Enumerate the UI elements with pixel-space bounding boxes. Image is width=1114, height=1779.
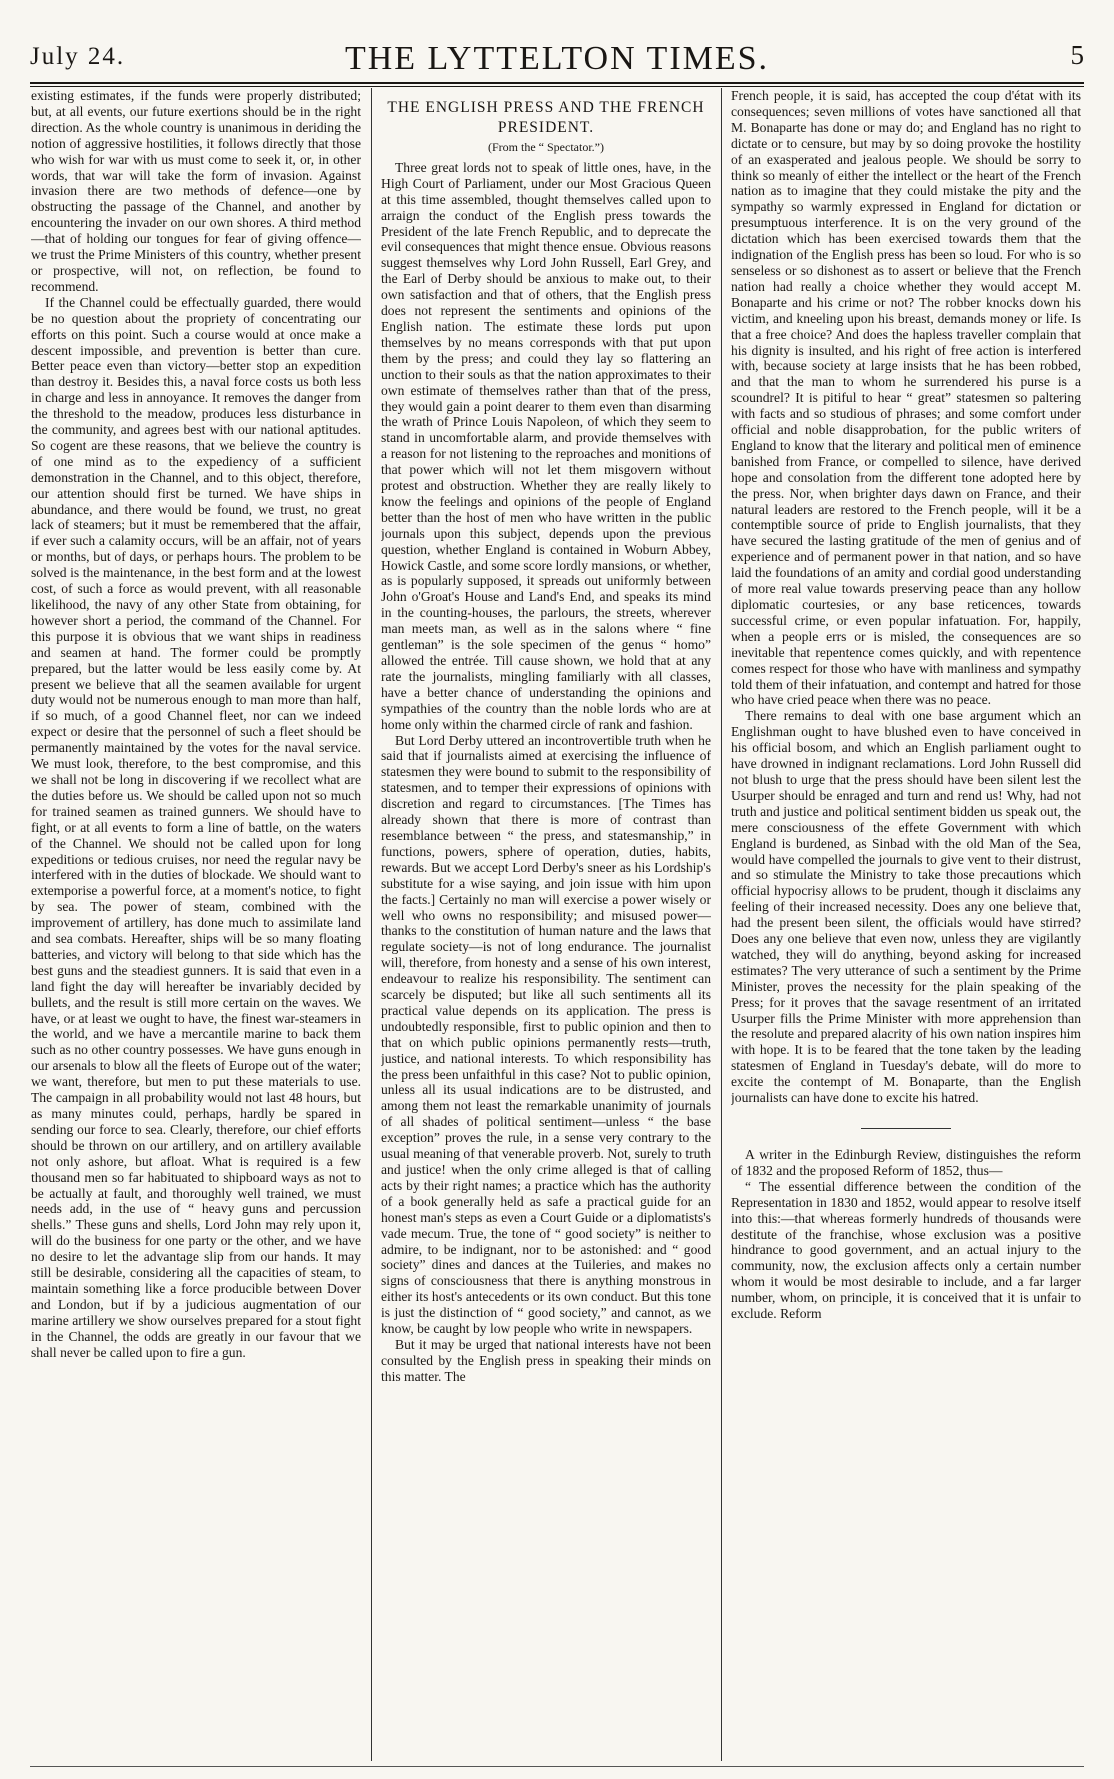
newspaper-title: THE LYTTELTON TIMES. [344, 40, 770, 77]
article-headline: THE ENGLISH PRESS AND THE FRENCH PRESIDENT. [387, 99, 705, 136]
article-paragraph: Three great lords not to speak of little ones, have, in the High Court of Parliament, under our Most Gracious Queen at this time assembled, thought themselves called upon to arraign the conduct of the English press towards the President of the late French Republic, and to deprecate the evil consequences that might thence ensue. Obvious reasons suggest themselves why Lord John Russell, Earl Grey, and the Earl of Derby should be anxious to make out, to their own satisfaction and that of others, that the English press does not represent the sentiments and opinions of the English nation. The estimate these lords put upon themselves by no means corresponds with that put upon them by the press; and could they lay so flattering an unction to their souls as that the nation approximates to their own estimate of themselves rather than that of the press, they would gain a point dearer to them even than disarming the wrath of Prince Louis Napoleon, of which they seem to stand in uncomfortable alarm, and provide themselves with a reason for not listening to the reproaches and monitions of that power which will not let them misgovern without protest and obstruction. Whether they are really likely to know the feelings and opinions of the people of England better than the host of men who have written in the public journals upon this subject, depends upon the previous question, whether England is contained in Woburn Abbey, Howick Castle, and some score lordly mansions, or whether, as is popularly supposed, it spreads out uniformly between John o'Groat's House and Land's End, and speaks its mind in the counting-houses, the parlours, the streets, wherever man meets man, as well as in the salons where “ fine gentleman” is the sole specimen of the genus “ homo” allowed the entrée. Till cause shown, we hold that at any rate the journalists, mingling familiarly with all classes, have a better chance of understanding the opinions and sympathies of the country than the noble lords who are at home only within the charmed circle of rank and fashion. [381, 159, 711, 732]
masthead-rule-thin [30, 86, 1084, 87]
masthead-rule [30, 82, 1084, 84]
column-divider [721, 88, 722, 1761]
article-separator [861, 1128, 951, 1129]
article-source: (From the “ Spectator.”) [488, 140, 604, 154]
column-two [381, 88, 711, 1761]
issue-date: July 24. [30, 43, 126, 70]
article-paragraph: There remains to deal with one base argument which an Englishman ought to have blushed even to have conceived in his official bosom, and which an English parliament ought to have drowned in indignant reclamations. Lord John Russell did not blush to urge that the press should have been silent lest the Usurper should be enraged and turn and rend us! Why, had not truth and justice and political sentiment bidden us speak out, the mere consciousness of the effete Government with which England is burdened, as Sinbad with the old Man of the Sea, would have compelled the journals to give vent to their distrust, and so stimulate the Ministry to take those precautions which official hypocrisy allows to be prudent, though it disclaims any feeling of their increased necessity. Does any one believe that, had the present been silent, the officials would have stirred? Does any one believe that even now, unless they are vigilantly watched, they will do anything, beyond asking for increased estimates? The very utterance of such a sentiment by the Prime Minister, proves the necessity for the plain speaking of the Press; for it proves that the savage resentment of an irritated Usurper fills the Prime Minister with more apprehension than the resolute and prepared alacrity of his own nation inspires him with hope. It is to be feared that the tone taken by the leading statesmen of England in Tuesday's debate, will do more to excite the contempt of M. Bonaparte, than the English journalists can have done to excite his hatred. [731, 708, 1081, 1106]
article-paragraph: existing estimates, if the funds were properly distributed; but, at all events, our future exertions should be in the right direction. As the whole country is unanimous in deriding the notion of aggressive hostilities, it follows directly that those who wish for war with us must come to seek it, or, in other words, that war will take the form of invasion. Against invasion there are two methods of defence—one by obstructing the passage of the Channel, and another by encountering the invader on our own shores. A third method—that of holding our tongues for fear of giving offence—we trust the Prime Ministers of this country, whether present or prospective, will not, on reflection, be found to recommend. [31, 88, 361, 294]
article-paragraph: French people, it is said, has accepted the coup d'état with its consequences; seven millions of votes have sanctioned all that M. Bonaparte has done or may do; and England has no right to dictate or to censure, but may by so doing provoke the hostility of an exasperated and jealous people. We should be sorry to think so meanly of either the intellect or the heart of the French nation as to imagine that they could mistake the pity and the sympathy so warmly expressed in England for dictation or presumptuous interference. It is on the very ground of the dictation which has been exercised towards them that the indignation of the English press has been so loud. For who is so senseless or so dishonest as to assert or believe that the French nation had really a choice whether they would accept M. Bonaparte and his crime or not? The robber knocks down his victim, and kneeling upon his breast, demands money or life. Is that a free choice? And does the hapless traveller complain that his dignity is insulted, and his right of free action is interfered with, because society at large insists that he has been robbed, and that the man to whom he surrendered his purse is a scoundrel? It is pitiful to hear “ great” statesmen so paltering with facts and so studious of phrases; and some comfort under official and noble disapprobation, for the public writers of England to know that the literary and political men of eminence banished from France, or compelled to silence, have derived hope and consolation from the different tone adopted here by the press. Nor, when brighter days dawn on France, and their natural leaders are restored to the French people, will it be a contemptible source of pride to English journalists, that they have secured the lasting gratitude of the men of genius and of experience and of permanent power in that nation, and so have laid the foundations of an amity and cordial good understanding of more real value towards preserving peace than any hollow diplomatic courtesies, or any base reticences, towards successful crime, or even popular infatuation. For, happily, when a people errs or is misled, the consequences are so inevitable that repentence comes quickly, and with repentence comes respect for those who have with manliness and sympathy told them of their infatuation, and contempt and hatred for those who have cried peace when there was no peace. [731, 88, 1081, 708]
masthead [30, 40, 1084, 82]
column-divider [371, 88, 372, 1761]
article-paragraph: But it may be urged that national interests have not been consulted by the English press in speaking their minds on this matter. The [381, 1336, 711, 1384]
article-paragraph: If the Channel could be effectually guarded, there would be no question about the propriety of concentrating our efforts on this point. Such a course would at once make a descent impossible, and prevention is better than cure. Better peace even than victory—better stop an expedition than destroy it. Besides this, a naval force costs us both less in charge and less in annoyance. It removes the danger from the threshold to the meadow, produces less disturbance in the community, and agrees best with our national aptitudes. So cogent are these reasons, that we believe the country is of one mind as to the expediency of a sufficient demonstration in the Channel, and to this object, therefore, our attention should first be turned. We have ships in abundance, and there would be found, we trust, no great lack of steamers; but it must be remembered that the affair, if ever such a calamity occurs, will be an affair, not of years or months, but of days, or perhaps hours. The problem to be solved is the maintenance, in the best form and at the lowest cost, of such a force as would prevent, with all reasonable likelihood, the navy of any other State from obtaining, for however short a period, the command of the Channel. For this purpose it is obvious that we want ships in readiness and seamen at hand. The former could be promptly prepared, but the latter would be less easily come by. At present we believe that all the seamen available for urgent duty would not be numerous enough to man more than half, if so much, of a good Channel fleet, nor can we indeed expect or desire that the personnel of such a fleet should be permanently maintained by the votes for the naval service. We must look, therefore, to the best compromise, and this we shall not be long in discovering if we recollect what are the duties before us. We should be called upon not so much for trained seamen as trained gunners. We should have to fight, or at all events to form a line of battle, on the waters of the Channel. We should not be called upon for long expeditions or tedious cruises, nor need the regular navy be interfered with in the duties of blockade. We should want to extemporise a powerful force, at a moment's notice, to fight by sea. The power of steam, combined with the improvement of artillery, has done much to assimilate land and sea combats. Hereafter, ships will be so many floating batteries, and victory will belong to that side which has the best guns and the steadiest gunners. It is said that even in a land fight the day will hereafter be invariably decided by bullets, and the result is still more certain on the waves. We have, or at least we ought to have, the finest war-steamers in the world, and we have a mercantile marine to back them such as no other country possesses. We have guns enough in our arsenals to blow all the fleets of Europe out of the water; we want, therefore, but men to put these materials to use. The campaign in all probability would not last 48 hours, but as many minutes could, perhaps, hardly be spared in sending our force to sea. Clearly, therefore, our chief efforts should be thrown on our artillery, and on artillery available not only ashore, but afloat. What is required is a few thousand men so far habituated to shipboard ways as not to be actually at fault, and thoroughly well trained, we must needs add, in the use of “ heavy guns and percussion shells.” These guns and shells, Lord John may rely upon it, will do the business for one party or the other, and we have no desire to let the advantage slip from our hands. It may still be desirable, considering all the capacities of steam, to maintain something like a force producible between Dover and London, but if by a judicious augmentation of our marine artillery we show ourselves prepared for a stout fight in the Channel, the odds are greatly in our favour that we shall never be called upon to fire a gun. [31, 294, 361, 1360]
review-quote: “ The essential difference between the condition of the Representation in 1830 and 1852, would appear to resolve itself into this:—that whereas formerly hundreds of thousands were destitute of the franchise, whose exclusion was a positive hindrance to good government, and an actual injury to the community, now, the exclusion affects only a certain number whom it would be most desirable to include, and a far larger number, whom, on principle, it is conceived that it is unfair to exclude. Reform [731, 1178, 1081, 1322]
review-paragraph: A writer in the Edinburgh Review, distinguishes the reform of 1832 and the proposed Reform of 1852, thus— [731, 1147, 1081, 1178]
column-one [31, 88, 361, 1761]
article-paragraph: But Lord Derby uttered an incontrovertible truth when he said that if journalists aimed at exercising the influence of statesmen they were bound to submit to the responsibility of statesmen, and to temper their expressions of opinions with discretion and regard to circumstances. [The Times has already shown that there is more of contrast than resemblance between “ the press, and statesmanship,” in functions, powers, sphere of operation, duties, habits, rewards. But we accept Lord Derby's sneer as his Lordship's substitute for a wise saying, and join issue with him upon the facts.] Certainly no man will exercise a power wisely or well who owns no responsibility; and misused power—thanks to the constitution of human nature and the laws that regulate society—is not of long endurance. The journalist will, therefore, from honesty and a sense of his own interest, endeavour to realize his responsibility. The sentiment can scarcely be disputed; but like all such sentiments all its practical value depends on its application. The press is undoubtedly responsible, first to public opinion and then to that on which public opinions permanently rests—truth, justice, and national interests. To which responsibility has the press been unfaithful in this case? Not to public opinion, unless all its usual indications are to be distrusted, and among them not least the remarkable unanimity of journals of all shades of political sentiment—unless “ the base exception” proves the rule, in a sense very contrary to the usual meaning of that venerable proverb. Not, surely to truth and justice! when the only crime alleged is that of calling acts by their right names; a practice which has the authority of a book generally held as safe a practical guide for an honest man's steps as even a Court Guide or a diplomatists's vade mecum. True, the tone of “ good society” is neither to admire, to be indignant, nor to be astonished: and “ good society” dines and dances at the Tuileries, and makes no signs of consciousness that there is anything monstrous in either its host's antecedents or its own conduct. But this tone is just the distinction of “ good society,” and cannot, as we know, be caught by low people who write in newspapers. [381, 732, 711, 1337]
column-three [731, 88, 1081, 1761]
page-bottom-edge [30, 1766, 1084, 1767]
page-number: 5 [1070, 40, 1084, 70]
